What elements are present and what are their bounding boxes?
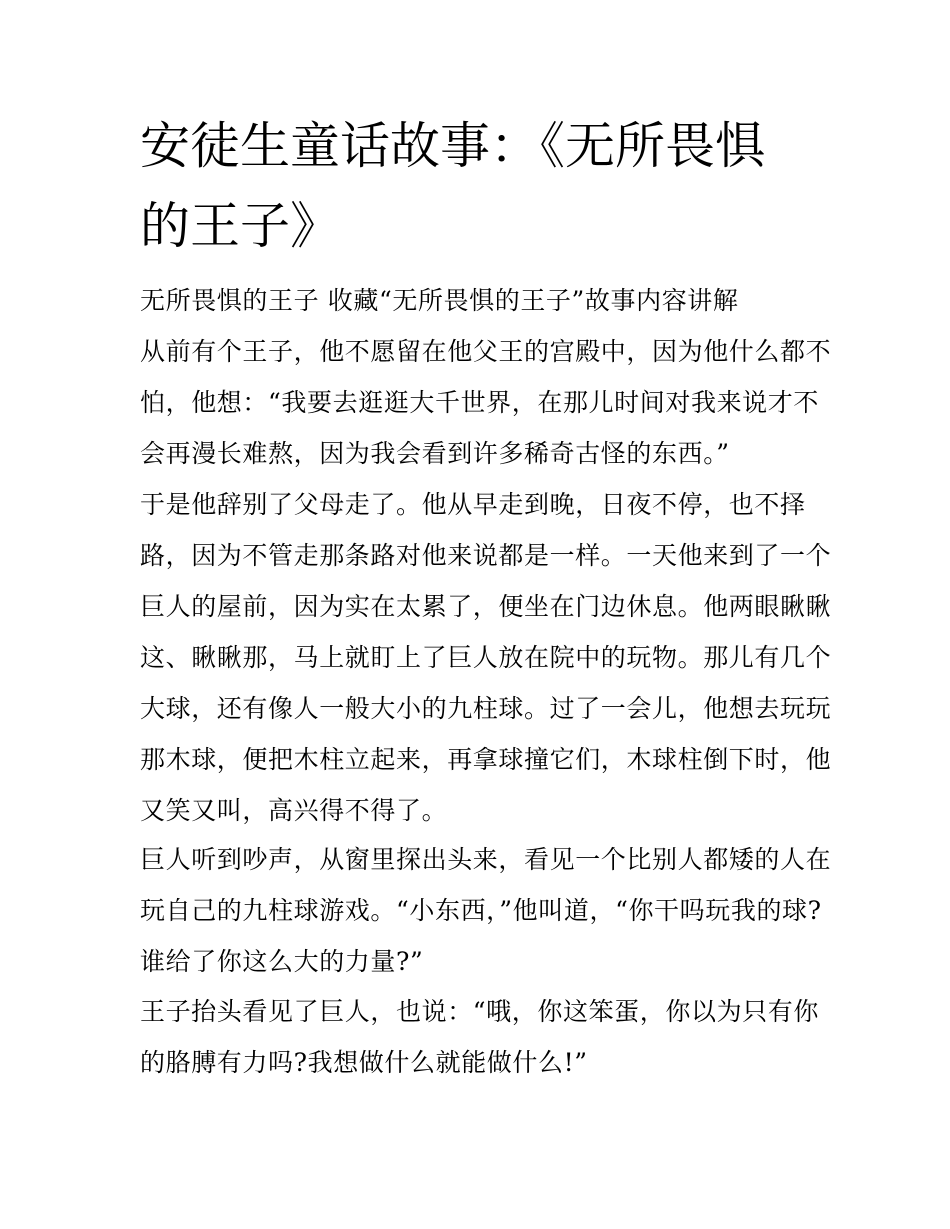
body-line: 会再漫长难熬，因为我会看到许多稀奇古怪的东西。” (140, 439, 730, 468)
body-line: 大球，还有像人一般大小的九柱球。过了一会儿，他想去玩玩 (140, 694, 832, 723)
body-line: 的胳膊有力吗?我想做什么就能做什么!” (140, 1048, 588, 1077)
body-line: 玩自己的九柱球游戏。“小东西，”他叫道，“你干吗玩我的球? (140, 896, 822, 925)
body-line: 王子抬头看见了巨人，也说：“哦，你这笨蛋，你以为只有你 (140, 997, 819, 1026)
body-line: 巨人听到吵声，从窗里探出头来，看见一个比别人都矮的人在 (140, 845, 832, 874)
body-line: 路，因为不管走那条路对他来说都是一样。一天他来到了一个 (140, 541, 832, 570)
document-title-line-2: 的王子》 (140, 197, 340, 255)
body-line: 谁给了你这么大的力量?” (140, 947, 424, 976)
body-line: 又笑又叫，高兴得不得了。 (140, 796, 448, 825)
body-line: 从前有个王子，他不愿留在他父王的宫殿中，因为他什么都不 (140, 337, 832, 366)
subtitle-line: 无所畏惧的王子 收藏“无所畏惧的王子”故事内容讲解 (140, 286, 739, 315)
body-line: 这、瞅瞅那，马上就盯上了巨人放在院中的玩物。那儿有几个 (140, 643, 832, 672)
body-line: 巨人的屋前，因为实在太累了，便坐在门边休息。他两眼瞅瞅 (140, 592, 832, 621)
body-line: 于是他辞别了父母走了。他从早走到晚，日夜不停，也不择 (140, 490, 806, 519)
body-line: 那木球，便把木柱立起来，再拿球撞它们，木球柱倒下时，他 (140, 745, 832, 774)
body-line: 怕，他想：“我要去逛逛大千世界，在那儿时间对我来说才不 (140, 388, 819, 417)
document-title-line-1: 安徒生童话故事：《无所畏惧 (140, 117, 765, 175)
